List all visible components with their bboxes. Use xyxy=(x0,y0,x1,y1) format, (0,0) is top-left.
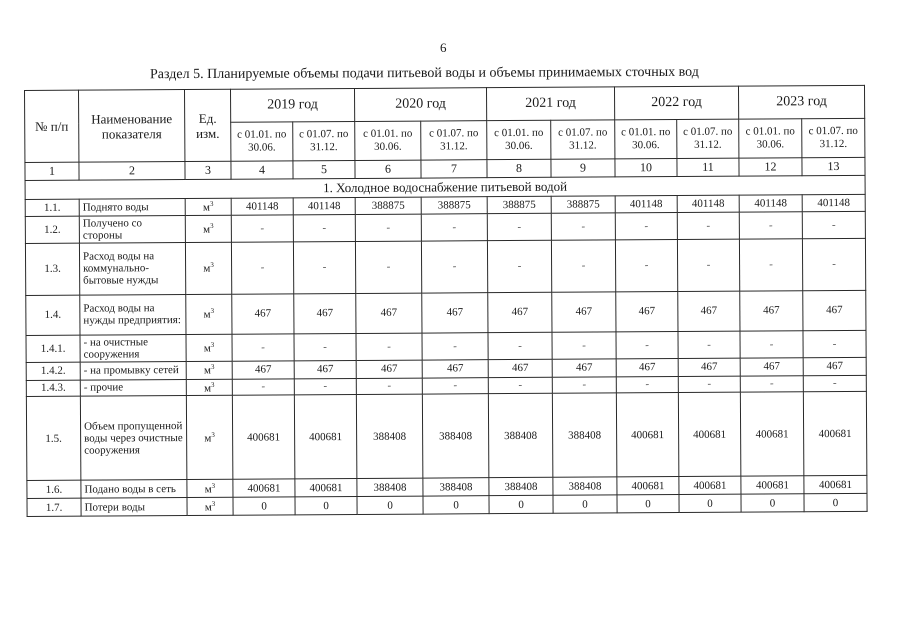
column-number: 4 xyxy=(231,161,293,179)
value-cell: 401148 xyxy=(293,197,355,214)
unit-base: м xyxy=(204,382,212,395)
row-index: 1.7. xyxy=(27,498,81,516)
header-row-years xyxy=(25,85,865,123)
row-unit xyxy=(186,334,232,361)
value-cell: 0 xyxy=(804,494,867,512)
value-cell: - xyxy=(551,240,615,292)
value-cell: 388408 xyxy=(552,393,617,477)
value-cell: 401148 xyxy=(677,195,739,212)
row-index: 1.4.1. xyxy=(26,335,80,362)
value-cell: 467 xyxy=(422,292,488,332)
value-cell: - xyxy=(232,379,294,396)
header-period-second: с 01.07. по 31.12. xyxy=(677,119,739,158)
value-cell: 388408 xyxy=(422,394,489,478)
unit-exponent: 3 xyxy=(211,481,216,490)
value-cell: 0 xyxy=(295,497,357,515)
value-cell: - xyxy=(421,240,487,292)
header-period-first: с 01.01. по 30.06. xyxy=(615,120,677,159)
value-cell: 467 xyxy=(803,290,866,330)
row-index: 1.4.3. xyxy=(26,380,80,397)
value-cell: 467 xyxy=(616,358,678,376)
row-indicator-name: Потери воды xyxy=(81,498,187,517)
water-volume-table xyxy=(24,85,868,517)
value-cell: - xyxy=(803,375,866,392)
unit-base: м xyxy=(203,308,211,321)
value-cell: 400681 xyxy=(617,477,679,495)
value-cell: 401148 xyxy=(739,195,802,212)
unit-exponent: 3 xyxy=(211,380,215,389)
header-period-second: с 01.07. по 31.12. xyxy=(293,121,355,160)
value-cell: 400681 xyxy=(233,479,295,497)
value-cell: 467 xyxy=(232,294,294,334)
value-cell: - xyxy=(615,212,677,239)
row-indicator-name: Расход воды на нужды предприятия: xyxy=(80,294,186,335)
value-cell: 388408 xyxy=(423,478,489,496)
header-year-2020: 2020 год xyxy=(354,88,486,122)
unit-exponent: 3 xyxy=(210,363,215,372)
unit-base: м xyxy=(204,432,212,445)
value-cell: 467 xyxy=(678,358,740,376)
value-cell: - xyxy=(615,239,677,291)
value-cell: - xyxy=(355,241,421,293)
value-cell: - xyxy=(356,333,422,360)
row-unit xyxy=(185,198,231,215)
header-num: № п/п xyxy=(25,90,79,162)
value-cell: - xyxy=(802,238,865,290)
value-cell: 467 xyxy=(294,360,356,378)
table-row xyxy=(25,238,865,295)
value-cell: 467 xyxy=(740,290,803,330)
header-period-first: с 01.01. по 30.06. xyxy=(487,120,551,159)
value-cell: - xyxy=(552,332,616,359)
value-cell: - xyxy=(232,334,294,361)
row-index: 1.4. xyxy=(26,295,80,335)
header-year-2019: 2019 год xyxy=(230,88,354,122)
value-cell: 467 xyxy=(356,360,422,378)
value-cell: 467 xyxy=(356,293,422,333)
value-cell: - xyxy=(355,214,421,241)
value-cell: - xyxy=(422,332,488,359)
value-cell: 467 xyxy=(232,361,294,379)
value-cell: 467 xyxy=(488,292,552,332)
column-number: 3 xyxy=(185,161,231,179)
value-cell: 400681 xyxy=(679,476,741,494)
column-number: 9 xyxy=(551,159,615,177)
value-cell: 388875 xyxy=(421,197,487,214)
header-name: Наименование показателя xyxy=(79,90,185,163)
row-unit xyxy=(186,361,232,379)
page-number: 6 xyxy=(440,40,447,55)
unit-exponent: 3 xyxy=(209,199,214,208)
value-cell: - xyxy=(616,376,678,393)
value-cell: 401148 xyxy=(615,196,677,213)
value-cell: - xyxy=(551,213,615,240)
value-cell: - xyxy=(616,331,678,358)
header-year-2023: 2023 год xyxy=(738,85,864,119)
value-cell: - xyxy=(422,377,488,394)
value-cell: 388408 xyxy=(356,394,423,478)
row-index: 1.4.2. xyxy=(26,362,80,380)
header-period-second: с 01.07. по 31.12. xyxy=(551,120,615,159)
value-cell: - xyxy=(488,332,552,359)
row-indicator-name: - прочие xyxy=(80,379,186,396)
row-indicator-name: Объем пропущенной воды через очистные сооружения xyxy=(80,396,187,481)
value-cell: 388875 xyxy=(551,196,615,213)
value-cell: 400681 xyxy=(232,395,295,479)
column-number: 1 xyxy=(25,162,79,180)
row-unit xyxy=(186,294,232,334)
column-number: 6 xyxy=(355,160,421,178)
value-cell: 400681 xyxy=(678,392,741,476)
value-cell: 0 xyxy=(423,496,489,514)
row-indicator-name: Подано воды в сеть xyxy=(81,480,187,499)
value-cell: 0 xyxy=(489,496,553,514)
value-cell: - xyxy=(803,330,866,357)
unit-exponent: 3 xyxy=(210,261,214,270)
row-unit xyxy=(185,242,231,294)
value-cell: - xyxy=(294,378,356,395)
column-number: 2 xyxy=(79,162,185,181)
column-number: 7 xyxy=(421,160,487,178)
value-cell: - xyxy=(231,215,293,242)
row-index: 1.1. xyxy=(25,199,79,216)
value-cell: 400681 xyxy=(740,392,804,476)
value-cell: - xyxy=(739,238,802,290)
table-header xyxy=(25,85,866,180)
header-period-first: с 01.01. по 30.06. xyxy=(739,119,802,158)
value-cell: - xyxy=(421,213,487,240)
value-cell: 467 xyxy=(294,293,356,333)
row-unit xyxy=(187,498,233,516)
header-period-second: с 01.07. по 31.12. xyxy=(421,121,487,160)
value-cell: - xyxy=(678,376,740,393)
value-cell: 0 xyxy=(553,495,617,513)
header-year-2022: 2022 год xyxy=(614,86,738,120)
column-number: 10 xyxy=(615,159,677,177)
table-row xyxy=(26,290,866,335)
unit-base: м xyxy=(203,223,211,236)
value-cell: - xyxy=(293,241,355,293)
unit-base: м xyxy=(203,364,211,377)
section-title: Раздел 5. Планируемые объемы подачи питьевой воды и объемы принимаемых сточных вод xyxy=(149,64,699,83)
header-period-first: с 01.01. по 30.06. xyxy=(231,122,293,161)
value-cell: 388408 xyxy=(553,477,617,495)
value-cell: 388408 xyxy=(489,478,553,496)
value-cell: - xyxy=(802,211,865,238)
value-cell: 388408 xyxy=(488,394,553,478)
value-cell: 400681 xyxy=(294,395,357,479)
unit-exponent: 3 xyxy=(210,340,215,349)
value-cell: 467 xyxy=(552,359,616,377)
value-cell: 0 xyxy=(679,494,741,512)
value-cell: 467 xyxy=(803,357,866,375)
value-cell: 467 xyxy=(552,292,616,332)
value-cell: 388875 xyxy=(355,197,421,214)
section-heading: 1. Холодное водоснабжение питьевой водой xyxy=(25,175,865,199)
row-unit xyxy=(187,480,233,498)
value-cell: 400681 xyxy=(803,392,867,476)
value-cell: - xyxy=(740,330,803,357)
header-period-second: с 01.07. по 31.12. xyxy=(802,118,865,157)
column-number: 11 xyxy=(677,158,739,176)
value-cell: 400681 xyxy=(804,476,867,494)
value-cell: 388408 xyxy=(357,478,423,496)
header-unit: Ед. изм. xyxy=(185,89,231,161)
value-cell: 400681 xyxy=(616,393,679,477)
value-cell: 400681 xyxy=(295,479,357,497)
value-cell: 400681 xyxy=(741,476,804,494)
unit-exponent: 3 xyxy=(210,221,214,230)
value-cell: - xyxy=(293,214,355,241)
row-index: 1.6. xyxy=(27,480,81,498)
value-cell: - xyxy=(552,377,616,394)
unit-base: м xyxy=(204,483,212,496)
value-cell: 467 xyxy=(488,359,552,377)
unit-base: м xyxy=(202,201,210,214)
value-cell: - xyxy=(678,331,740,358)
value-cell: 0 xyxy=(741,494,804,512)
column-number: 12 xyxy=(739,158,802,176)
row-indicator-name: - на очистные сооружения xyxy=(80,334,186,362)
value-cell: 0 xyxy=(357,496,423,514)
table-body xyxy=(25,175,867,516)
value-cell: - xyxy=(677,212,739,239)
water-volume-table-container xyxy=(24,85,868,517)
unit-base: м xyxy=(203,262,211,275)
value-cell: - xyxy=(487,240,551,292)
value-cell: 467 xyxy=(678,291,740,331)
value-cell: - xyxy=(231,242,293,294)
value-cell: - xyxy=(294,333,356,360)
value-cell: 0 xyxy=(233,497,295,515)
value-cell: 467 xyxy=(616,291,678,331)
unit-exponent: 3 xyxy=(211,499,216,508)
table-row xyxy=(26,392,866,481)
unit-base: м xyxy=(204,501,212,514)
row-indicator-name: - на промывку сетей xyxy=(80,361,186,380)
value-cell: 467 xyxy=(740,357,803,375)
value-cell: - xyxy=(487,213,551,240)
row-unit xyxy=(185,215,231,242)
header-year-2021: 2021 год xyxy=(486,87,614,121)
value-cell: 401148 xyxy=(802,194,865,211)
row-indicator-name: Получено со стороны xyxy=(79,215,185,243)
value-cell: - xyxy=(677,239,739,291)
value-cell: 467 xyxy=(422,359,488,377)
row-unit xyxy=(186,396,233,480)
column-number: 8 xyxy=(487,159,551,177)
value-cell: - xyxy=(739,211,802,238)
column-number: 5 xyxy=(293,160,355,178)
value-cell: - xyxy=(488,377,552,394)
value-cell: 401148 xyxy=(231,198,293,215)
row-index: 1.2. xyxy=(25,216,79,243)
value-cell: - xyxy=(356,378,422,395)
row-unit xyxy=(186,379,232,396)
value-cell: 388875 xyxy=(487,196,551,213)
unit-exponent: 3 xyxy=(211,430,215,439)
table-row xyxy=(27,494,867,517)
value-cell: 0 xyxy=(617,495,679,513)
column-number: 13 xyxy=(802,157,865,175)
row-indicator-name: Расход воды на коммунально-бытовые нужды xyxy=(79,242,185,295)
header-period-first: с 01.01. по 30.06. xyxy=(355,121,421,160)
row-index: 1.3. xyxy=(25,243,79,295)
value-cell: - xyxy=(740,375,803,392)
row-indicator-name: Поднято воды xyxy=(79,199,185,216)
row-index: 1.5. xyxy=(26,396,81,480)
unit-exponent: 3 xyxy=(210,307,215,316)
unit-base: м xyxy=(203,342,211,355)
